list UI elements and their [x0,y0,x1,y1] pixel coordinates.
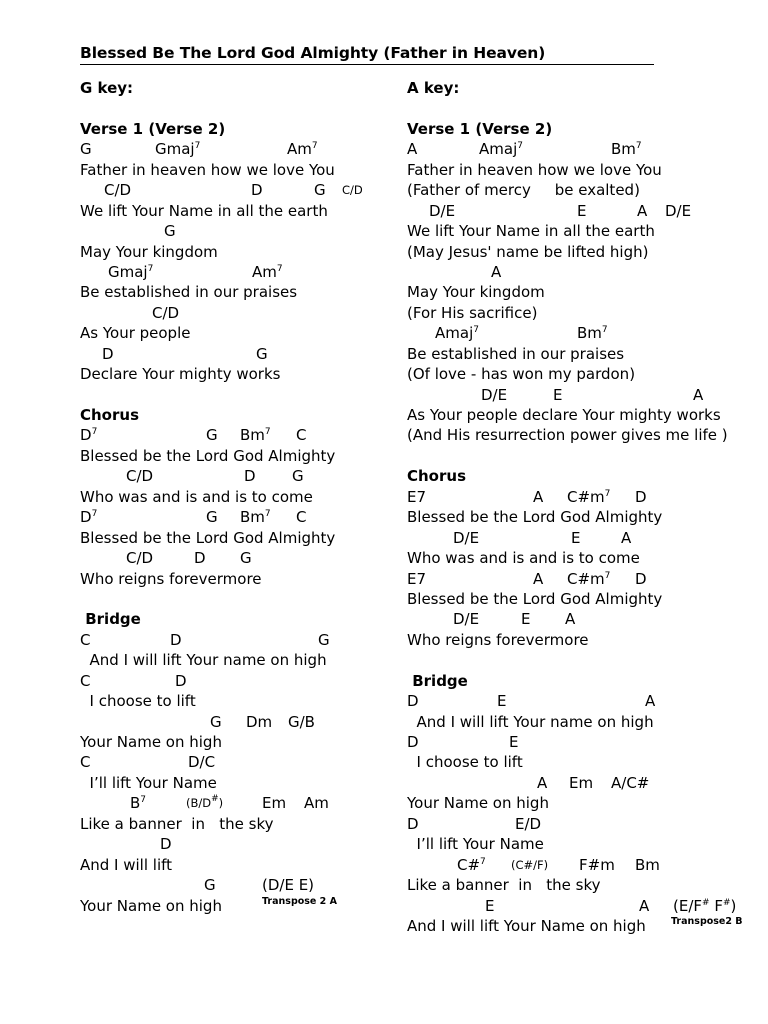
chord-line [407,139,728,159]
chord-line [407,855,728,875]
chord: E [485,896,495,915]
chord: C/D [104,181,132,200]
chord: Bm$^7$ [577,324,608,343]
chord: E [521,610,531,629]
chord: Amaj$^7$ [435,324,479,343]
lyric-line: Your Name on high [407,794,549,813]
chord: G [80,140,92,159]
chord-line [80,139,335,159]
chord: A [637,201,648,220]
chord: G [292,467,304,486]
chord: A [533,487,544,506]
lyric-line: Who was and is and is to come [407,549,640,568]
lyric-line: We lift Your Name in all the earth [407,222,655,241]
lyric-line: Blessed be the Lord God Almighty [407,589,663,608]
lyric-line: Your Name on high Transpose 2 A [80,896,335,916]
chord-line [80,466,335,486]
chord: E7 [407,569,427,588]
chord: D [407,733,419,751]
chord-line [80,262,335,282]
chord: C [80,630,91,649]
blank-line [407,650,728,670]
chord: Am$^7$ [287,140,318,159]
chord: E [509,733,519,751]
g-key-column [80,78,363,916]
lyric-line: As Your people [80,324,191,343]
lyric-line: Be established in our praises [80,283,298,302]
chord: (D/E E) [262,876,315,895]
chord: G [318,630,330,649]
chord: G [204,876,216,895]
lyric-line: And I will lift Your name on high [80,651,327,670]
chord: D [635,487,647,506]
blank-line [80,98,335,118]
section-heading: Chorus [80,406,139,424]
chord: D [244,467,256,486]
transpose-note: Transpose 2 A [262,895,337,907]
chord: E [571,528,581,547]
chord: C [80,671,91,690]
blank-line [407,446,728,466]
chord: G [240,549,252,568]
chord: C#$^7$ [457,855,486,874]
chord-line [80,752,335,772]
blank-line [80,385,335,405]
chord: D [251,181,263,200]
chord: E7 [407,487,427,506]
section-heading: G key: [80,79,134,97]
section-heading: Verse 1 (Verse 2) [80,119,226,138]
chord-line [407,201,728,221]
chord: E [577,201,587,220]
chord: G [164,222,176,241]
chord: Em [569,773,594,792]
chord: $B^7$ [130,794,147,813]
section-heading: Verse 1 (Verse 2) [407,119,553,138]
chord: Bm$^7$ [611,140,642,159]
chord: $C\#m^7$ [567,487,611,506]
chord: A [537,773,548,792]
lyric-line: (May Jesus' name be lifted high) [407,242,649,261]
chord: (E/F# F#) [673,896,737,915]
chord-line [80,630,335,650]
chord: Am$^7$ [252,262,283,281]
chord-line [80,425,335,445]
chord: D [175,671,187,690]
chord: A [693,385,704,404]
lyric-line: As Your people declare Your mighty works [407,406,721,424]
chord: Bm$^7$ [240,508,271,527]
chord: Gmaj$^7$ [155,140,201,159]
chord: D/E [481,385,508,404]
chord: G/B [288,712,315,731]
transpose-note: Transpose2 B [671,915,743,927]
chord: E [553,385,563,404]
lyric-line: Who reigns forevermore [80,569,262,588]
chord: Gmaj$^7$ [108,262,154,281]
lyric-line: Like a banner in the sky [80,814,274,833]
chord: C [296,508,307,527]
chord-line [80,548,335,568]
lyric-line: (And His resurrection power gives me life ) [407,426,728,445]
chord: A [533,569,544,588]
chord: E/D [515,814,542,833]
lyric-line: Be established in our praises [407,344,625,363]
chord-line [407,487,728,507]
chord-line [80,712,335,732]
chord: G [210,712,222,731]
lyric-line: (Of love - has won my pardon) [407,365,636,384]
section-heading: Bridge [407,671,468,690]
chord: C/D [342,183,363,198]
lyric-line: Blessed be the Lord God Almighty [80,528,336,547]
chord: (C#/F) [511,857,549,872]
lyric-line: Who was and is and is to come [80,487,313,506]
chord: $D^7$ [80,426,98,445]
chord-line [407,814,728,834]
chord-line [80,507,335,527]
lyric-line: (For His sacrifice) [407,303,538,322]
chord: F#m [579,855,615,874]
lyric-line: And I will lift Your Name on high Transpose2 B [407,916,728,936]
blank-line [407,98,728,118]
chord-line [407,609,728,629]
lyric-line: Your Name on high [80,733,222,751]
lyric-line: Like a banner in the sky [407,876,601,895]
lyric-line: I choose to lift [80,692,196,711]
chord: C [80,753,91,772]
lyric-line: Declare Your mighty works [80,365,281,384]
lyric-line: May Your kingdom [407,283,545,302]
title-underline [80,64,654,65]
lyric-line: Blessed be the Lord God Almighty [80,446,336,465]
chord: D/E [453,610,480,629]
chord-line [80,834,335,854]
blank-line [80,589,335,609]
lyric-line: We lift Your Name in all the earth [80,201,328,220]
chord: A [621,528,632,547]
lyric-line: (Father of mercy be exalted) [407,181,640,200]
chord: G [256,344,268,363]
lyric-line: And I will lift Your name on high [407,712,654,731]
chord-line [80,793,335,813]
chord: A [565,610,576,629]
chord: C/D [126,549,154,568]
chord: (B/D#) [186,794,224,811]
chord-line [80,303,335,323]
chord-line [407,528,728,548]
lyric-line: I choose to lift [407,753,523,772]
chord: D [160,835,172,854]
chord: $D^7$ [80,508,98,527]
chord: D [170,630,182,649]
chord-line [407,385,728,405]
chord-line [407,569,728,589]
song-title: Blessed Be The Lord God Almighty (Father in Heaven) [80,44,546,62]
chord-line [80,344,335,364]
chord: Bm$^7$ [240,426,271,445]
chord: A [407,140,418,159]
lyric-line: I’ll lift Your Name [80,773,217,792]
chord: Am [304,794,329,813]
chord: A/C# [611,773,650,792]
chord-line [80,671,335,691]
chord: G [206,508,218,527]
chord: G [314,181,326,200]
chord: $C\#m^7$ [567,569,611,588]
chord: D [407,692,419,711]
chord: A [639,896,650,915]
chord: G [206,426,218,445]
chord: C/D [126,467,154,486]
lyric-line: May Your kingdom [80,242,218,261]
chord-line [80,180,363,200]
chord-line [407,691,728,711]
chord: D [407,814,419,833]
chord: D/E [665,201,692,220]
chord: D [102,344,114,363]
chord: D/E [429,201,456,220]
chord: Dm [246,712,273,731]
lyric-line: And I will lift [80,855,173,874]
lyric-line: I’ll lift Your Name [407,835,544,854]
section-heading: A key: [407,79,460,97]
chord: D/C [188,753,216,772]
lyric-line: Father in heaven how we love You [80,160,335,179]
chord: Em [262,794,287,813]
chord-line [407,323,728,343]
lyric-line: Who reigns forevermore [407,630,589,649]
section-heading: Chorus [407,467,466,486]
chord: A [491,262,502,281]
chord-line [407,773,728,793]
chord: A [645,692,656,711]
chord-line [407,262,728,282]
chord: Bm [635,855,660,874]
chord: D/E [453,528,480,547]
chord: C [296,426,307,445]
chord: E [497,692,507,711]
chord: D [635,569,647,588]
chord: D [194,549,206,568]
chord-line [80,221,335,241]
lyric-line: Father in heaven how we love You [407,160,662,179]
chord: C/D [152,303,180,322]
chord-line [407,732,728,752]
a-key-column [407,78,743,936]
section-heading: Bridge [80,610,141,629]
lyric-line: Blessed be the Lord God Almighty [407,508,663,527]
chord: Amaj$^7$ [479,140,523,159]
